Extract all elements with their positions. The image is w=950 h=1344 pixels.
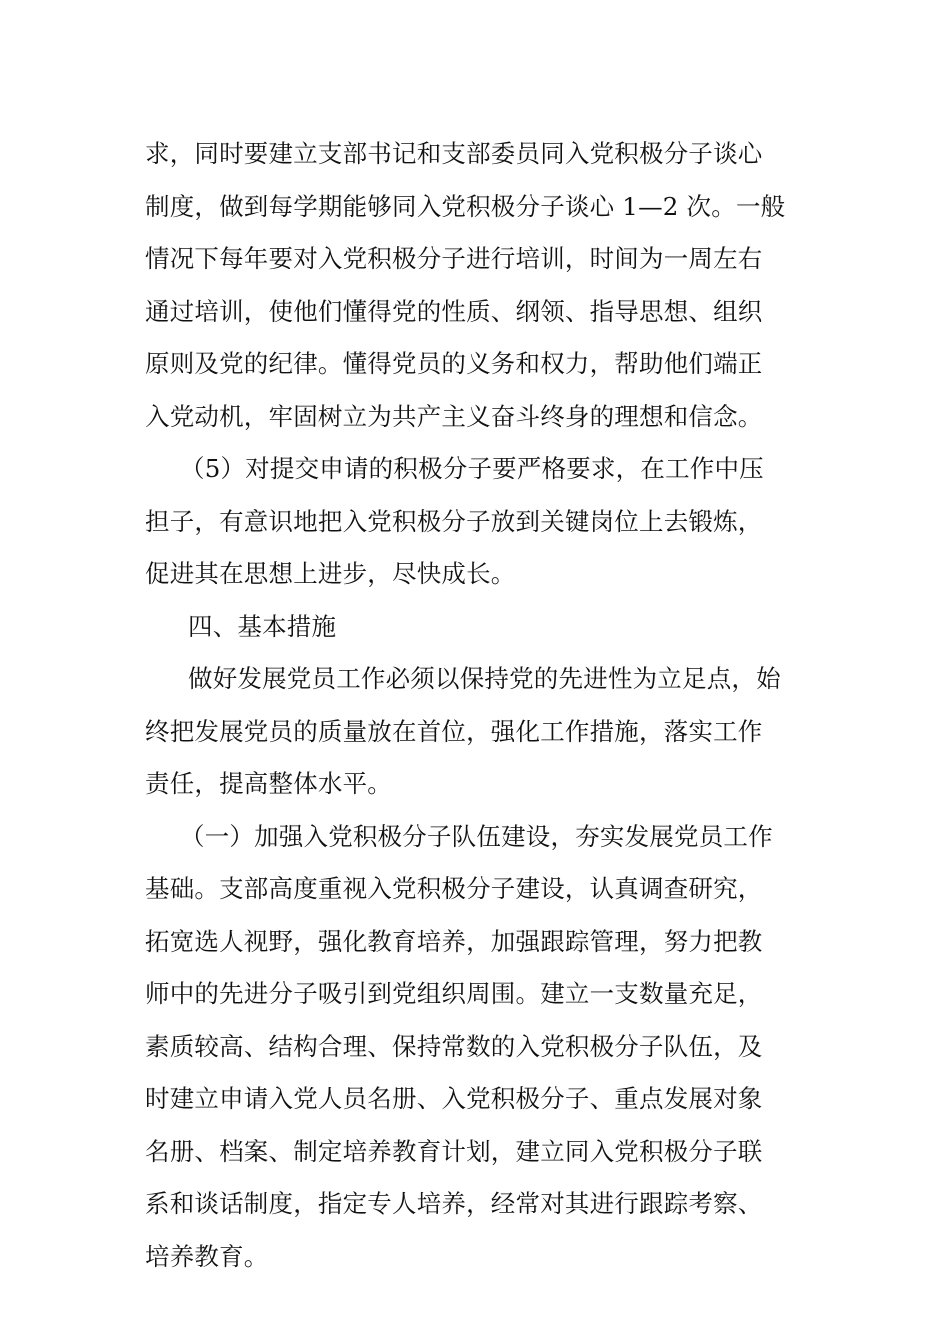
text-line: 促进其在思想上进步，尽快成长。 xyxy=(145,559,516,588)
text-line: 基础。支部高度重视入党积极分子建设，认真调查研究， xyxy=(145,874,763,903)
text-line: 通过培训，使他们懂得党的性质、纲领、指导思想、组织 xyxy=(145,296,763,326)
text-line: 素质较高、结构合理、保持常数的入党积极分子队伍，及 xyxy=(145,1031,763,1061)
document-body xyxy=(145,128,810,1283)
paragraph-start-line: （一）加强入党积极分子队伍建设，夯实发展党员工作 xyxy=(180,821,773,851)
text-line: 培养教育。 xyxy=(145,1241,269,1271)
text-line: 系和谈话制度，指定专人培养，经常对其进行跟踪考察、 xyxy=(145,1189,763,1218)
text-line: 终把发展党员的质量放在首位，强化工作措施，落实工作 xyxy=(145,716,763,746)
text-line: 担子，有意识地把入党积极分子放到关键岗位上去锻炼， xyxy=(145,506,763,536)
text-line: 情况下每年要对入党积极分子进行培训，时间为一周左右 xyxy=(145,244,763,273)
section-heading: 四、基本措施 xyxy=(188,611,337,641)
text-line: 原则及党的纪律。懂得党员的义务和权力，帮助他们端正 xyxy=(145,349,763,378)
text-line: 拓宽选人视野，强化教育培养，加强跟踪管理，努力把教 xyxy=(145,926,763,956)
text-line: 求，同时要建立支部书记和支部委员同入党积极分子谈心 xyxy=(145,139,763,168)
text-line: 入党动机，牢固树立为共产主义奋斗终身的理想和信念。 xyxy=(145,401,763,431)
text-line: 制度，做到每学期能够同入党积极分子谈心 1—2 次。一般 xyxy=(145,191,786,221)
paragraph-start-line: 做好发展党员工作必须以保持党的先进性为立足点，始 xyxy=(188,664,781,693)
text-line: 责任，提高整体水平。 xyxy=(145,769,392,798)
text-line: 师中的先进分子吸引到党组织周围。建立一支数量充足， xyxy=(145,979,763,1008)
text-line: 时建立申请入党人员名册、入党积极分子、重点发展对象 xyxy=(145,1084,763,1113)
text-line: 名册、档案、制定培养教育计划，建立同入党积极分子联 xyxy=(145,1136,763,1166)
paragraph-start-line: （5）对提交申请的积极分子要严格要求，在工作中压 xyxy=(180,454,764,483)
